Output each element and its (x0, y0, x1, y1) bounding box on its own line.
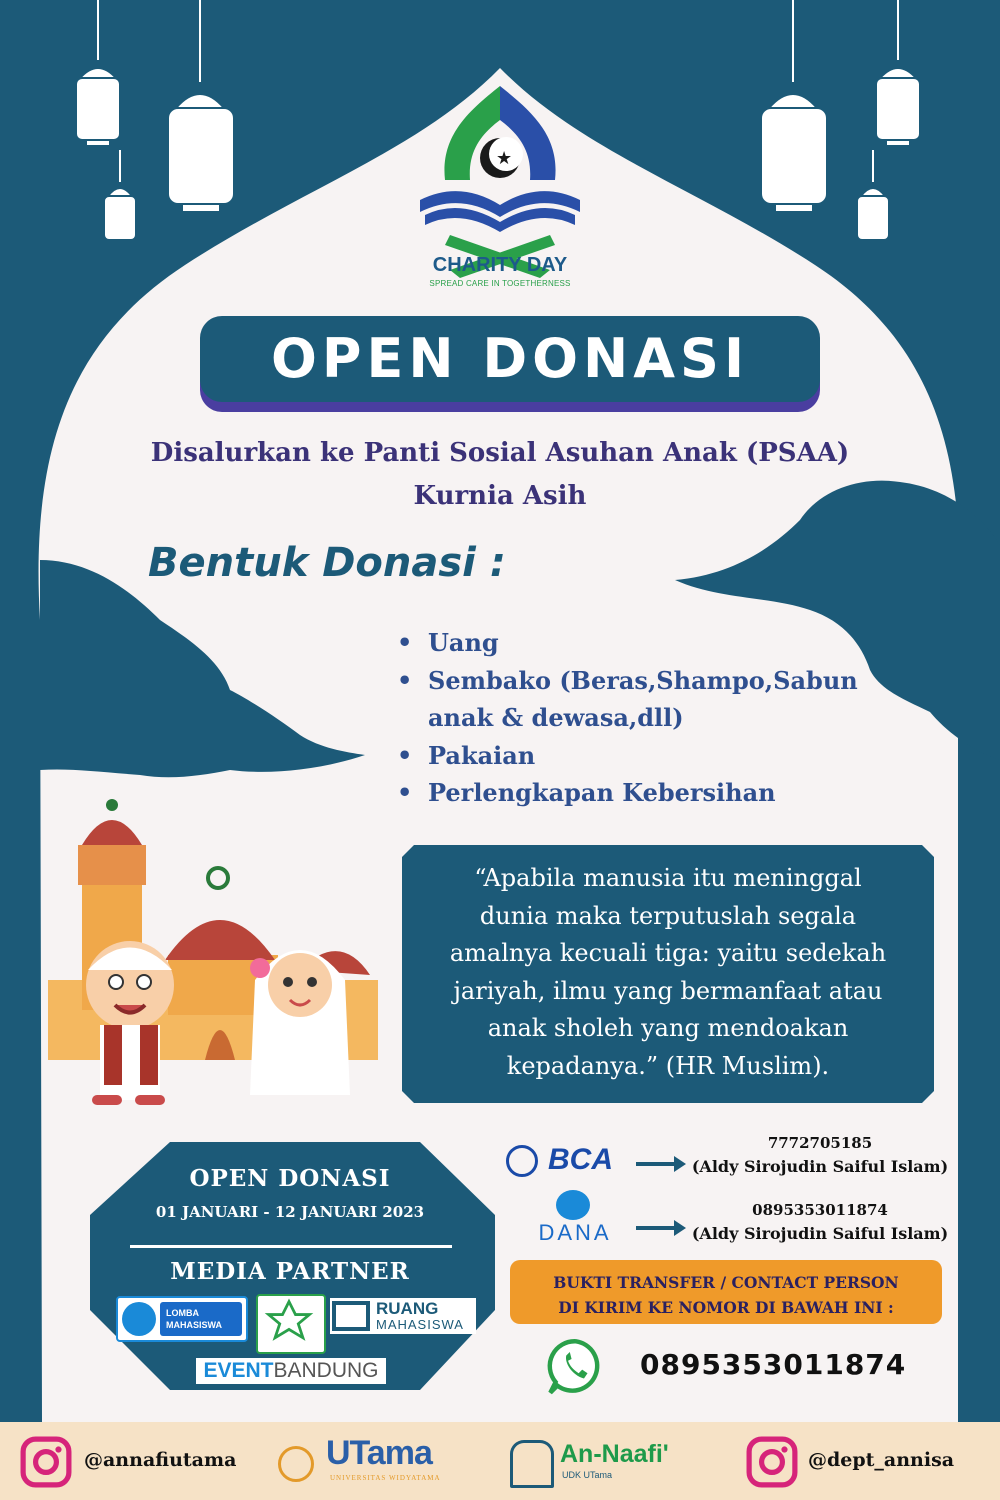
list-item (395, 662, 895, 737)
svg-text:★: ★ (496, 148, 513, 169)
list-item: • Pakaian (395, 737, 895, 775)
quote-line: jariyah, ilmu yang bermanfaat atau (453, 976, 883, 1005)
lomba-line-1: LOMBA (166, 1308, 199, 1318)
media-partner-title: MEDIA PARTNER (170, 1258, 410, 1285)
utama-name: UTama (326, 1434, 432, 1472)
bca-account-holder: (Aldy Sirojudin Saiful Islam) (691, 1157, 949, 1176)
donation-forms-list (395, 624, 895, 812)
bca-name: BCA (548, 1143, 613, 1176)
whatsapp-icon (542, 1336, 610, 1398)
star-emblem-icon (258, 1296, 320, 1348)
lomba-emblem-icon (122, 1302, 156, 1336)
ruang-mahasiswa-logo (330, 1298, 476, 1334)
bca-logo (506, 1143, 624, 1179)
cta-line-2: DI KIRIM KE NOMOR DI BAWAH INI : (558, 1298, 894, 1317)
dana-logo (530, 1190, 620, 1250)
quote-line: amalnya kecuali tiga: yaitu sedekah (449, 939, 887, 967)
instagram-handle-1: @annafiutama (84, 1449, 237, 1471)
list-item: • Perlengkapan Kebersihan (395, 774, 895, 812)
event-bandung-logo (196, 1358, 386, 1384)
event-part-1: EVENT (203, 1359, 274, 1382)
recipient-info (110, 432, 890, 518)
annaafi-sub: UDK UTama (562, 1470, 613, 1480)
headline-banner (200, 316, 820, 402)
divider (130, 1245, 452, 1248)
headline-text: OPEN DONASI (270, 327, 750, 390)
annaafi-name: An-Naafi' (560, 1440, 669, 1468)
instagram-icon (20, 1436, 72, 1488)
cta-line-1: BUKTI TRANSFER / CONTACT PERSON (553, 1273, 899, 1292)
list-item-line-1: Sembako (Beras,Shampo,Sabun (428, 665, 858, 695)
quote-line: anak sholeh yang mendoakan (487, 1014, 849, 1042)
bca-emblem-icon (506, 1145, 538, 1177)
arrow-head-icon (674, 1156, 686, 1172)
lomba-line-2: MAHASISWA (166, 1320, 222, 1330)
cta-text (510, 1270, 942, 1320)
dana-account-holder: (Aldy Sirojudin Saiful Islam) (691, 1224, 949, 1243)
arrow-head-icon (674, 1220, 686, 1236)
instagram-handle-2: @dept_annisa (808, 1449, 955, 1471)
utama-sub: UNIVERSITAS WIDYATAMA (330, 1474, 441, 1482)
event-part-2: BANDUNG (273, 1359, 379, 1382)
dana-account-number: 0895353011874 (752, 1201, 888, 1219)
instagram-icon (746, 1436, 798, 1488)
quote-line: “Apabila manusia itu meninggal (474, 864, 862, 892)
list-item: • Uang (395, 624, 895, 662)
ruang-line-2: MAHASISWA (376, 1317, 464, 1332)
utama-emblem-icon (278, 1446, 314, 1482)
bca-account-number: 7772705185 (767, 1134, 873, 1152)
recipient-line-2: Kurnia Asih (413, 481, 587, 511)
ruang-box-icon (332, 1301, 370, 1331)
brand-tagline: SPREAD CARE IN TOGETHERNESS (429, 279, 571, 288)
hadith-quote (418, 860, 918, 1085)
dana-emblem-icon (556, 1190, 590, 1220)
annaafi-partner-logo (256, 1294, 326, 1354)
list-item-line-2: anak & dewasa,dll) (428, 703, 684, 732)
lomba-mahasiswa-logo (116, 1296, 248, 1342)
ruang-line-1: RUANG (376, 1299, 439, 1318)
open-donasi-dates: 01 JANUARI - 12 JANUARI 2023 (155, 1203, 425, 1221)
quote-line: kepadanya.” (HR Muslim). (506, 1051, 830, 1080)
open-donasi-title: OPEN DONASI (189, 1165, 391, 1192)
quote-line: dunia maka terputuslah segala (479, 901, 857, 930)
brand-name: CHARITY DAY (432, 254, 568, 276)
recipient-line-1: Disalurkan ke Panti Sosial Asuhan Anak (PSAA) (150, 438, 850, 468)
annaafi-emblem-icon (510, 1440, 554, 1488)
donation-forms-title: Bentuk Donasi : (148, 540, 506, 586)
whatsapp-number: 0895353011874 (640, 1348, 907, 1381)
dana-name: DANA (538, 1220, 612, 1245)
